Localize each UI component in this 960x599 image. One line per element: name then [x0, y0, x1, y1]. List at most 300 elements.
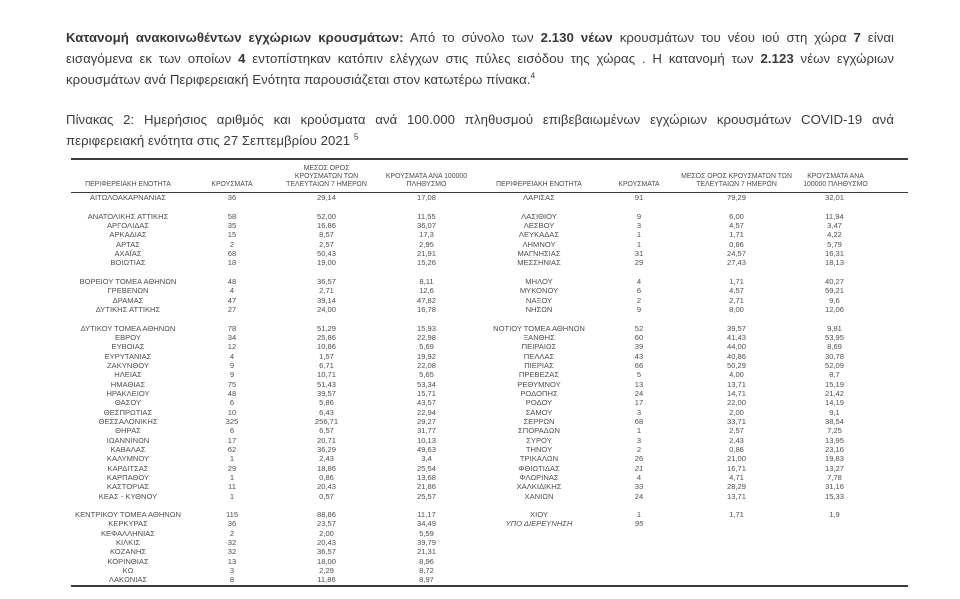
value-cell: 30,78 [824, 351, 844, 361]
value-cell: 256,71 [314, 416, 339, 426]
value-cell [679, 557, 794, 566]
value-cell: 18 [227, 258, 237, 268]
value-cell: 4,71 [729, 472, 744, 482]
table-row [71, 352, 908, 361]
value-cell [599, 566, 679, 575]
value-cell: 1,57 [319, 351, 334, 361]
region-cell: ΒΟΡΕΙΟΥ ΤΟΜΕΑ ΑΘΗΝΩΝ [79, 276, 177, 286]
value-cell: 21,91 [416, 248, 436, 258]
value-cell: 31,16 [824, 482, 844, 492]
value-cell: 2,57 [729, 426, 744, 436]
table-row [71, 240, 908, 249]
value-cell: 20,43 [316, 538, 336, 548]
region-cell: ΛΑΡΙΣΑΣ [523, 193, 555, 202]
value-cell: 2 [636, 444, 642, 454]
value-cell [794, 538, 908, 547]
spacer-row [71, 202, 908, 211]
spacer-cell [71, 314, 908, 323]
value-cell: 6,71 [319, 360, 334, 370]
value-cell: 2,00 [729, 407, 744, 417]
value-cell: 0,86 [729, 239, 744, 249]
value-cell: 13 [634, 379, 644, 389]
region-cell: ΛΕΥΚΑΔΑΣ [518, 230, 560, 240]
value-cell: 1,71 [729, 276, 744, 286]
region-cell: ΠΕΛΛΑΣ [523, 351, 555, 361]
intro-imported-count: 7 [853, 30, 861, 45]
table-row [71, 473, 908, 482]
region-cell: ΝΑΞΟΥ [525, 295, 553, 305]
value-cell: 8,69 [827, 342, 842, 352]
table-row [71, 464, 908, 473]
value-cell: 10,86 [316, 342, 336, 352]
value-cell: 48 [227, 388, 237, 398]
header-per-100k-right: ΚΡΟΥΣΜΑΤΑ ΑΝΑ 100000 ΠΛΗΘΥΣΜΟ [794, 159, 908, 193]
value-cell: 53,34 [416, 379, 436, 389]
value-cell: 22,00 [726, 398, 746, 408]
table-row [71, 193, 908, 203]
region-cell: ΡΟΔΟΥ [525, 398, 553, 408]
value-cell: 1 [636, 230, 642, 240]
table-row [71, 333, 908, 342]
value-cell [679, 529, 794, 538]
region-cell: ΚΕΡΚΥΡΑΣ [108, 519, 148, 529]
value-cell: 1 [229, 472, 235, 482]
region-cell: ΝΗΣΩΝ [525, 304, 553, 314]
spacer-row [71, 268, 908, 277]
value-cell: 6,00 [729, 211, 744, 221]
value-cell [794, 566, 908, 575]
table-row [71, 370, 908, 379]
value-cell: 2,29 [319, 566, 334, 576]
table-caption-text: Πίνακας 2: Ημερήσιος αριθμός και κρούσματα ανά 100.000 πληθυσμού επιβεβαιωμένων εγχώριων κρουσμάτων COVID-19 ανά περιφερειακή ενότητα στις 27 Σεπτεμβρίου 2021 [66, 112, 894, 148]
region-cell: ΤΗΝΟΥ [525, 444, 553, 454]
table-row [71, 566, 908, 575]
value-cell: 47,82 [416, 295, 436, 305]
value-cell [679, 566, 794, 575]
value-cell: 34,49 [416, 519, 436, 529]
value-cell: 34 [227, 332, 237, 342]
value-cell: 32 [227, 538, 237, 548]
value-cell [794, 547, 908, 556]
value-cell: 59,21 [824, 286, 844, 296]
value-cell: 16,31 [824, 248, 844, 258]
region-cell: ΑΝΑΤΟΛΙΚΗΣ ΑΤΤΙΚΗΣ [87, 211, 169, 221]
value-cell [599, 538, 679, 547]
value-cell: 39,57 [726, 323, 746, 333]
value-cell: 1 [229, 454, 235, 464]
value-cell: 13,68 [416, 472, 436, 482]
value-cell: 32 [227, 547, 237, 557]
value-cell: 8,11 [419, 276, 434, 286]
value-cell: 17,08 [416, 193, 436, 202]
region-cell [479, 575, 599, 585]
value-cell: 16,78 [416, 304, 436, 314]
value-cell: 60 [634, 332, 644, 342]
value-cell: 47 [227, 295, 237, 305]
header-cases-left: ΚΡΟΥΣΜΑΤΑ [185, 159, 279, 193]
spacer-cell [71, 268, 908, 277]
value-cell: 50,43 [316, 248, 336, 258]
value-cell: 39,14 [316, 295, 336, 305]
table-row [71, 277, 908, 286]
value-cell [794, 557, 908, 566]
table-row [71, 380, 908, 389]
value-cell: 11,55 [417, 211, 436, 221]
table-row [71, 519, 908, 528]
region-cell [479, 538, 599, 547]
value-cell: 18,13 [824, 258, 844, 268]
value-cell: 13,95 [824, 435, 844, 445]
region-cell [479, 566, 599, 575]
value-cell: 91 [634, 193, 644, 202]
value-cell: 29 [634, 258, 644, 268]
region-cell: ΚΕΑΣ - ΚΥΘΝΟΥ [98, 491, 158, 501]
table-row [71, 538, 908, 547]
value-cell: 26 [634, 454, 644, 464]
value-cell: 15,19 [824, 379, 844, 389]
value-cell: 39 [634, 342, 644, 352]
value-cell: 0,86 [319, 472, 334, 482]
region-cell: ΑΙΤΩΛΟΑΚΑΡΝΑΝΙΑΣ [89, 193, 167, 202]
region-cell: ΠΕΙΡΑΙΩΣ [521, 342, 557, 352]
value-cell: 8,97 [419, 575, 434, 585]
value-cell: 4,57 [729, 286, 744, 296]
region-cell: ΠΙΕΡΙΑΣ [524, 360, 554, 370]
table-row [71, 230, 908, 239]
value-cell: 1 [636, 510, 642, 520]
region-cell: ΘΕΣΣΑΛΟΝΙΚΗΣ [98, 416, 158, 426]
value-cell: 49,63 [416, 444, 436, 454]
value-cell: 6 [636, 286, 642, 296]
region-cell: ΚΑΒΑΛΑΣ [110, 444, 146, 454]
value-cell: 9 [636, 211, 642, 221]
region-cell: ΧΑΛΚΙΔΙΚΗΣ [516, 482, 562, 492]
value-cell: 9,81 [827, 323, 842, 333]
region-cell: ΕΥΡΥΤΑΝΙΑΣ [104, 351, 152, 361]
value-cell: 4,22 [827, 230, 842, 240]
region-cell: ΔΥΤΙΚΟΥ ΤΟΜΕΑ ΑΘΗΝΩΝ [80, 323, 176, 333]
region-cell: ΚΕΝΤΡΙΚΟΥ ΤΟΜΕΑ ΑΘΗΝΩΝ [75, 510, 181, 520]
value-cell: 15,33 [824, 491, 844, 501]
value-cell: 39,79 [416, 538, 436, 548]
value-cell: 31 [634, 248, 644, 258]
region-cell: ΔΥΤΙΚΗΣ ΑΤΤΙΚΗΣ [95, 304, 161, 314]
value-cell: 15 [227, 230, 237, 240]
value-cell: 23,57 [316, 519, 336, 529]
value-cell: 21,42 [824, 388, 844, 398]
value-cell: 1,71 [729, 510, 744, 520]
value-cell: 11,94 [825, 211, 844, 221]
covid-cases-table [71, 158, 908, 587]
value-cell: 36,29 [316, 444, 336, 454]
footnote-ref-5: 5 [353, 131, 359, 142]
value-cell: 17 [634, 398, 644, 408]
region-cell: ΑΡΚΑΔΙΑΣ [109, 230, 147, 240]
value-cell: 5,79 [827, 239, 842, 249]
region-cell: ΞΑΝΘΗΣ [523, 332, 555, 342]
value-cell: 20,43 [316, 482, 336, 492]
value-cell: 12 [227, 342, 237, 352]
table-row [71, 417, 908, 426]
value-cell: 36 [227, 519, 237, 529]
value-cell: 12,06 [824, 304, 844, 314]
table-row [71, 547, 908, 556]
value-cell: 8,7 [829, 370, 840, 380]
intro-total-new-cases: 2.130 νέων [540, 30, 613, 45]
value-cell: 22,08 [416, 360, 436, 370]
value-cell: 16,86 [316, 220, 336, 230]
region-cell: ΚΑΡΔΙΤΣΑΣ [107, 463, 149, 473]
region-cell: ΧΑΝΙΩΝ [524, 491, 554, 501]
value-cell: 48 [227, 276, 237, 286]
value-cell: 17 [227, 435, 237, 445]
value-cell: 3 [636, 220, 642, 230]
value-cell: 52 [634, 323, 644, 333]
region-cell: ΥΠΟ ΔΙΕΡΕΥΝΗΣΗ [505, 519, 573, 529]
region-cell: ΜΕΣΣΗΝΙΑΣ [517, 258, 561, 268]
value-cell: 15,71 [416, 388, 436, 398]
value-cell: 25,57 [416, 491, 436, 501]
value-cell: 68 [227, 248, 237, 258]
value-cell [794, 575, 908, 585]
value-cell: 79,29 [726, 193, 746, 202]
value-cell: 6 [229, 398, 235, 408]
value-cell: 27 [227, 304, 237, 314]
value-cell: 14,71 [726, 388, 746, 398]
value-cell: 2,71 [729, 295, 744, 305]
value-cell: 9,1 [829, 407, 840, 417]
region-cell [479, 547, 599, 556]
value-cell: 22,98 [416, 332, 436, 342]
table-row [71, 258, 908, 267]
value-cell: 43 [634, 351, 644, 361]
value-cell: 50,29 [726, 360, 746, 370]
cases-table-body [71, 193, 908, 586]
spacer-cell [71, 501, 908, 510]
value-cell: 29,14 [316, 193, 336, 202]
value-cell: 2 [636, 295, 642, 305]
value-cell: 4 [229, 351, 235, 361]
value-cell: 115 [225, 510, 239, 520]
header-region-left: ΠΕΡΙΦΕΡΕΙΑΚΗ ΕΝΟΤΗΤΑ [71, 159, 185, 193]
value-cell: 27,43 [726, 258, 746, 268]
region-cell: ΣΠΟΡΑΔΩΝ [518, 426, 560, 436]
value-cell: 0,86 [729, 444, 744, 454]
value-cell: 31,77 [416, 426, 436, 436]
region-cell: ΘΕΣΠΡΩΤΙΑΣ [103, 407, 153, 417]
value-cell: 88,86 [316, 510, 336, 520]
region-cell: ΚΕΦΑΛΛΗΝΙΑΣ [100, 528, 156, 538]
table-row [71, 249, 908, 258]
region-cell: ΑΡΤΑΣ [116, 239, 140, 249]
region-cell: ΒΟΙΩΤΙΑΣ [110, 258, 146, 268]
value-cell: 36,57 [316, 547, 336, 557]
table-row [71, 389, 908, 398]
value-cell [679, 547, 794, 556]
value-cell: 19,92 [416, 351, 436, 361]
table-row [71, 557, 908, 566]
value-cell: 21,00 [726, 454, 746, 464]
table-row [71, 529, 908, 538]
value-cell: 13 [227, 556, 237, 566]
value-cell: 3 [229, 566, 235, 576]
value-cell: 4,57 [729, 220, 744, 230]
value-cell: 28,29 [726, 482, 746, 492]
table-row [71, 492, 908, 501]
value-cell: 11,86 [317, 575, 336, 585]
value-cell: 3,4 [421, 454, 432, 464]
table-row [71, 305, 908, 314]
value-cell: 25,86 [316, 332, 336, 342]
value-cell: 51,43 [316, 379, 336, 389]
value-cell: 6,43 [319, 407, 334, 417]
value-cell: 29 [227, 463, 237, 473]
value-cell [794, 529, 908, 538]
value-cell: 8,96 [419, 556, 434, 566]
value-cell: 52,09 [824, 360, 844, 370]
value-cell [679, 519, 794, 528]
spacer-row [71, 501, 908, 510]
value-cell: 32,01 [824, 193, 844, 202]
value-cell: 1 [229, 491, 235, 501]
region-cell: ΜΑΓΝΗΣΙΑΣ [517, 248, 561, 258]
region-cell: ΚΟΖΑΝΗΣ [109, 547, 147, 557]
table-row [71, 342, 908, 351]
region-cell [479, 557, 599, 566]
value-cell: 16,71 [726, 463, 746, 473]
value-cell: 51,29 [316, 323, 336, 333]
value-cell: 75 [227, 379, 237, 389]
value-cell: 18,86 [316, 463, 336, 473]
intro-lead-bold: Κατανομή ανακοινωθέντων εγχώριων κρουσμάτων: [66, 30, 404, 45]
value-cell: 12,6 [419, 286, 434, 296]
region-cell: ΡΟΔΟΠΗΣ [520, 388, 558, 398]
value-cell: 5,59 [419, 528, 434, 538]
value-cell: 9 [229, 360, 235, 370]
value-cell: 17,3 [419, 230, 434, 240]
value-cell [599, 557, 679, 566]
region-cell: ΤΡΙΚΑΛΩΝ [519, 454, 559, 464]
value-cell: 15,26 [416, 258, 436, 268]
region-cell: ΣΕΡΡΩΝ [523, 416, 555, 426]
value-cell: 3 [636, 435, 642, 445]
region-cell: ΕΥΒΟΙΑΣ [111, 342, 145, 352]
region-cell: ΚΑΣΤΟΡΙΑΣ [106, 482, 150, 492]
value-cell: 11 [228, 482, 236, 492]
value-cell: 33 [634, 482, 644, 492]
region-cell: ΦΛΩΡΙΝΑΣ [519, 472, 559, 482]
value-cell: 5,65 [419, 370, 434, 380]
intro-domestic-cases-count: 2.123 [760, 51, 794, 66]
value-cell: 8,00 [729, 304, 744, 314]
value-cell: 13,71 [726, 491, 746, 501]
value-cell: 24,00 [316, 304, 336, 314]
value-cell: 23,16 [824, 444, 844, 454]
region-cell: ΚΑΛΥΜΝΟΥ [106, 454, 150, 464]
value-cell: 44,00 [726, 342, 746, 352]
intro-gate-checks-count: 4 [238, 51, 246, 66]
value-cell: 24 [634, 388, 644, 398]
table-row [71, 286, 908, 295]
region-cell: ΕΒΡΟΥ [115, 332, 141, 342]
intro-text: νέων εγχώριων κρουσμάτων ανά Περιφερειακή Ενότητα παρουσιάζεται στον κατωτέρω πίνακα. [66, 51, 894, 87]
region-cell: ΗΛΕΙΑΣ [114, 370, 142, 380]
value-cell: 35 [227, 220, 237, 230]
spacer-cell [71, 202, 908, 211]
region-cell: ΜΗΛΟΥ [525, 276, 553, 286]
value-cell: 14,19 [824, 398, 844, 408]
value-cell: 325 [225, 416, 239, 426]
region-cell: ΘΑΣΟΥ [114, 398, 142, 408]
region-cell: ΑΧΑΪΑΣ [114, 248, 142, 258]
value-cell: 40,86 [726, 351, 746, 361]
region-cell [479, 529, 599, 538]
value-cell: 9,6 [829, 295, 840, 305]
value-cell: 8,72 [419, 566, 434, 576]
header-region-right: ΠΕΡΙΦΕΡΕΙΑΚΗ ΕΝΟΤΗΤΑ [479, 159, 599, 193]
value-cell: 24 [634, 491, 644, 501]
region-cell: ΜΥΚΟΝΟΥ [519, 286, 559, 296]
value-cell: 29,27 [416, 416, 436, 426]
region-cell: ΠΡΕΒΕΖΑΣ [518, 370, 560, 380]
value-cell: 21,31 [416, 547, 436, 557]
value-cell: 2,71 [319, 286, 334, 296]
region-cell: ΧΙΟΥ [530, 510, 548, 520]
value-cell: 4 [636, 276, 642, 286]
table-row [71, 445, 908, 454]
value-cell: 19,00 [316, 258, 336, 268]
table-row [71, 408, 908, 417]
region-cell: ΦΘΙΩΤΙΔΑΣ [518, 463, 560, 473]
value-cell: 4 [229, 286, 235, 296]
region-cell: ΓΡΕΒΕΝΩΝ [107, 286, 149, 296]
header-7day-average-right: ΜΕΣΟΣ ΟΡΟΣ ΚΡΟΥΣΜΑΤΩΝ ΤΩΝ ΤΕΛΕΥΤΑΙΩΝ 7 ΗΜΕΡΩΝ [679, 159, 794, 193]
value-cell: 6 [229, 426, 235, 436]
value-cell: 5 [636, 370, 642, 380]
table-row [71, 426, 908, 435]
value-cell: 13,27 [824, 463, 844, 473]
header-per-100k-left: ΚΡΟΥΣΜΑΤΑ ΑΝΑ 100000 ΠΛΗΘΥΣΜΟ [374, 159, 479, 193]
value-cell: 7,78 [827, 472, 842, 482]
region-cell: ΘΗΡΑΣ [115, 426, 141, 436]
header-cases-right: ΚΡΟΥΣΜΑΤΑ [599, 159, 679, 193]
region-cell: ΚΑΡΠΑΘΟΥ [106, 472, 150, 482]
region-cell: ΡΕΘΥΜΝΟΥ [517, 379, 561, 389]
value-cell: 10,13 [416, 435, 436, 445]
region-cell: ΙΩΑΝΝΙΝΩΝ [106, 435, 150, 445]
region-cell: ΛΑΚΩΝΙΑΣ [108, 575, 148, 585]
table-row [71, 398, 908, 407]
value-cell: 36 [227, 193, 237, 202]
value-cell: 21,86 [416, 482, 436, 492]
value-cell: 52,00 [316, 211, 336, 221]
value-cell: 6,57 [319, 426, 334, 436]
value-cell: 38,54 [824, 416, 844, 426]
intro-text: κρουσμάτων του νέου ιού στη χώρα [612, 30, 854, 45]
value-cell: 2,57 [319, 239, 334, 249]
table-row [71, 212, 908, 221]
value-cell: 15,93 [416, 323, 436, 333]
value-cell: 66 [634, 360, 644, 370]
table-row [71, 296, 908, 305]
value-cell: 78 [227, 323, 237, 333]
region-cell: ΝΟΤΙΟΥ ΤΟΜΕΑ ΑΘΗΝΩΝ [493, 323, 585, 333]
region-cell: ΣΑΜΟΥ [525, 407, 553, 417]
value-cell: 36,57 [316, 276, 336, 286]
table-row [71, 221, 908, 230]
value-cell [794, 519, 908, 528]
value-cell: 1,71 [729, 230, 744, 240]
